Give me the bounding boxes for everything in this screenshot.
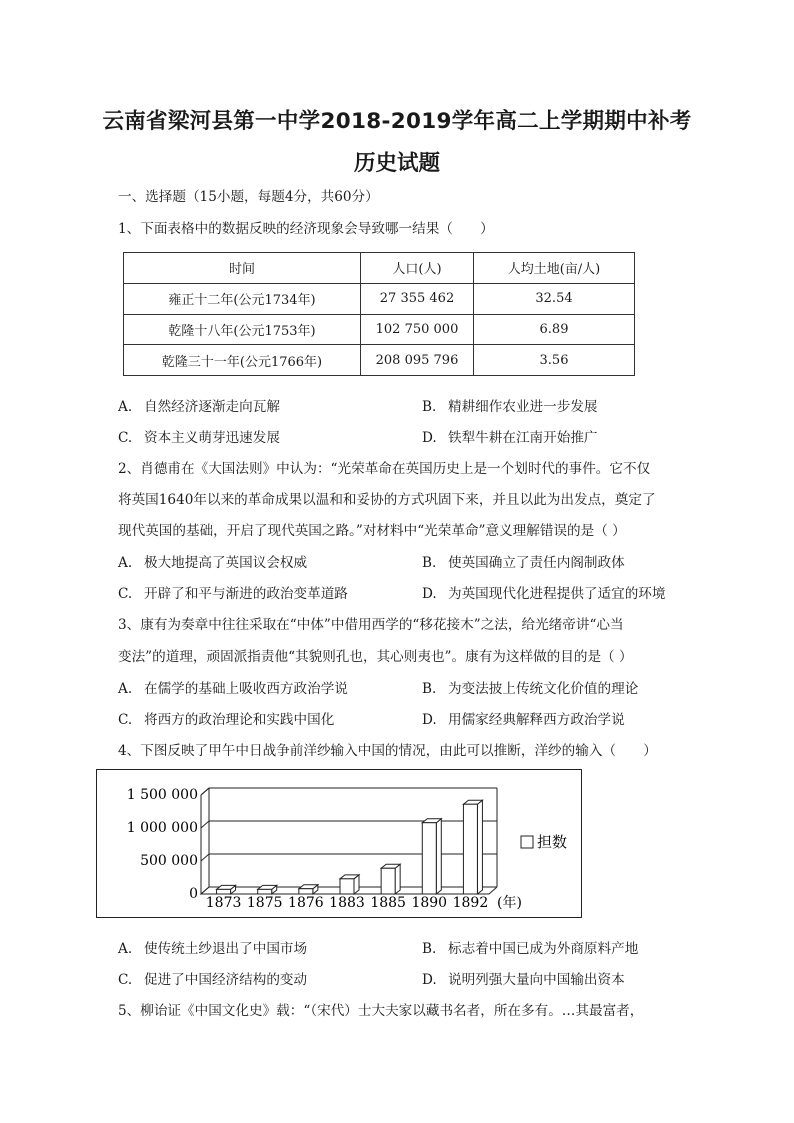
section-heading: 一、选择题（15小题，每题4分，共60分） bbox=[118, 189, 379, 205]
exam-subtitle: 历史试题 bbox=[353, 151, 440, 176]
q1-option-b: B. 精耕细作农业进一步发展 bbox=[422, 399, 598, 415]
table-cell: 乾隆十八年(公元1753年) bbox=[124, 314, 361, 345]
x-tick-label: 1873 bbox=[205, 895, 242, 911]
bar-1873 bbox=[217, 885, 236, 894]
q4-stem: 4、下图反映了甲午中日战争前洋纱输入中国的情况，由此可以推断，洋纱的输入（ ） bbox=[118, 743, 657, 759]
bar-1885 bbox=[381, 864, 400, 894]
bar-face bbox=[422, 823, 436, 894]
q3-option-d: D. 用儒家经典解释西方政治学说 bbox=[422, 712, 625, 728]
table-cell: 27 355 462 bbox=[361, 283, 474, 314]
legend-label: 担数 bbox=[537, 833, 568, 851]
gridline-depth bbox=[201, 887, 209, 894]
table-cell: 102 750 000 bbox=[361, 314, 474, 345]
table-header-cell: 时间 bbox=[124, 253, 361, 284]
y-tick-label: 500 000 bbox=[140, 853, 198, 869]
q2-option-a: A. 极大地提高了英国议会权威 bbox=[118, 555, 308, 571]
q4-option-d: D. 说明列强大量向中国输出资本 bbox=[422, 972, 625, 988]
bar-1883 bbox=[340, 875, 359, 894]
gridline-depth bbox=[201, 788, 209, 795]
q1-option-d: D. 铁犁牛耕在江南开始推广 bbox=[422, 430, 598, 446]
q4-option-b: B. 标志着中国已成为外商原料产地 bbox=[422, 941, 639, 957]
legend-swatch bbox=[521, 836, 533, 848]
gridline-depth bbox=[201, 854, 209, 861]
table-header-row bbox=[124, 253, 635, 284]
q2-option-c: C. 开辟了和平与渐进的政治变革道路 bbox=[118, 586, 348, 602]
bar-1890 bbox=[422, 819, 441, 894]
q4-option-a: A. 使传统土纱退出了中国市场 bbox=[118, 941, 308, 957]
x-axis-unit-label: (年) bbox=[497, 895, 522, 911]
table-cell: 32.54 bbox=[474, 283, 635, 314]
y-tick-label: 1 500 000 bbox=[126, 787, 198, 803]
q3-option-a: A. 在儒学的基础上吸收西方政治学说 bbox=[118, 681, 348, 697]
bar-face bbox=[395, 864, 400, 894]
q2-stem-line: 2、肖德甫在《大国法则》中认为：“光荣革命在英国历史上是一个划时代的事件。它不仅 bbox=[118, 461, 651, 477]
bar-1875 bbox=[258, 885, 277, 894]
table-cell: 208 095 796 bbox=[361, 345, 474, 376]
x-tick-label: 1883 bbox=[329, 895, 365, 911]
bar-1876 bbox=[299, 885, 318, 894]
q2-stem-line: 现代英国的基础，开启了现代英国之路。”对材料中“光荣革命”意义理解错误的是（ ） bbox=[118, 523, 626, 539]
bar-face bbox=[463, 804, 477, 894]
q2-option-b: B. 使英国确立了责任内阁制政体 bbox=[422, 555, 625, 571]
table-row bbox=[124, 283, 635, 314]
q4-bar-chart bbox=[96, 769, 582, 918]
table-cell: 3.56 bbox=[474, 345, 635, 376]
table-cell: 乾隆三十一年(公元1766年) bbox=[124, 345, 361, 376]
q1-data-table bbox=[123, 252, 635, 376]
gridline-depth bbox=[201, 821, 209, 828]
bar-face bbox=[217, 889, 231, 894]
bar-1892 bbox=[463, 800, 482, 894]
bar-face bbox=[381, 868, 395, 894]
table-row bbox=[124, 314, 635, 345]
x-tick-label: 1890 bbox=[411, 895, 448, 911]
y-tick-label: 1 000 000 bbox=[126, 820, 198, 836]
y-tick-label: 0 bbox=[189, 886, 198, 902]
q3-option-b: B. 为变法披上传统文化价值的理论 bbox=[422, 681, 639, 697]
table-cell: 6.89 bbox=[474, 314, 635, 345]
q3-stem-line: 3、康有为奏章中往往采取在“中体”中借用西学的“移花接木”之法，给光绪帝讲“心当 bbox=[118, 617, 624, 633]
table-header-cell: 人口(人) bbox=[361, 253, 474, 284]
x-tick-label: 1876 bbox=[288, 895, 324, 911]
bar-face bbox=[340, 879, 354, 894]
bar-face bbox=[299, 889, 313, 894]
table-cell: 雍正十二年(公元1734年) bbox=[124, 283, 361, 314]
exam-title: 云南省梁河县第一中学2018-2019学年高二上学期期中补考 bbox=[102, 109, 692, 134]
q1-stem: 1、下面表格中的数据反映的经济现象会导致哪一结果（ ） bbox=[118, 221, 494, 237]
bar-face bbox=[258, 889, 272, 894]
q1-option-c: C. 资本主义萌芽迅速发展 bbox=[118, 430, 280, 446]
bar-face bbox=[477, 800, 482, 894]
x-tick-label: 1885 bbox=[370, 895, 406, 911]
q5-stem: 5、柳诒证《中国文化史》载：“（宋代）士大夫家以藏书名者，所在多有。…其最富者， bbox=[118, 1003, 644, 1019]
bar-face bbox=[436, 819, 441, 894]
q3-option-c: C. 将西方的政治理论和实践中国化 bbox=[118, 712, 335, 728]
q3-stem-line: 变法”的道理，顽固派指责他“其貌则孔也，其心则夷也”。康有为这样做的目的是（ ） bbox=[118, 649, 633, 665]
q1-option-a: A. 自然经济逐渐走向瓦解 bbox=[118, 399, 280, 415]
q4-option-c: C. 促进了中国经济结构的变动 bbox=[118, 972, 308, 988]
x-tick-label: 1875 bbox=[246, 895, 283, 911]
x-tick-label: 1892 bbox=[452, 895, 489, 911]
table-header-cell: 人均土地(亩/人) bbox=[474, 253, 635, 284]
chart-svg bbox=[97, 770, 580, 916]
table-row bbox=[124, 345, 635, 376]
q2-stem-line: 将英国1640年以来的革命成果以温和和妥协的方式巩固下来，并且以此为出发点，奠定了 bbox=[118, 492, 656, 508]
q2-option-d: D. 为英国现代化进程提供了适宜的环境 bbox=[422, 586, 666, 602]
